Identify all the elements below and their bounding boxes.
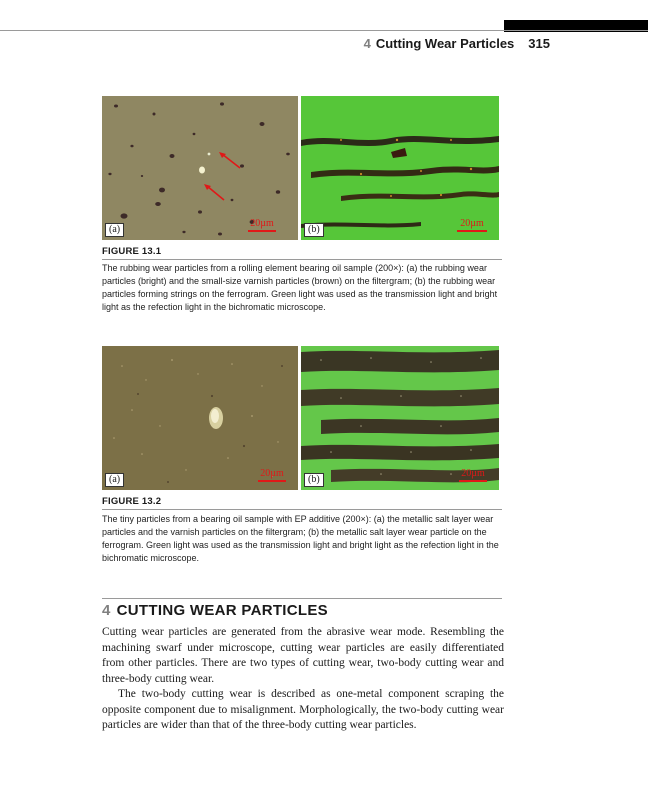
- figure-13-1-panel-a: [102, 96, 298, 240]
- section-body: [102, 625, 504, 734]
- paragraph: Cutting wear particles are generated from the abrasive wear mode. Resembling the machining swarf under microscope, cutting wear particles are easily differentiated from other particles. There are two types of cutting wear, two-body cutting wear and three-body cutting wear.: [102, 626, 504, 685]
- chapter-title: Cutting Wear Particles: [375, 36, 515, 51]
- scale-bar: [457, 218, 487, 232]
- chapter-number: 4: [363, 36, 371, 51]
- page-number: 315: [528, 36, 550, 51]
- scale-label: 20µm: [460, 218, 484, 229]
- section-number: 4: [102, 602, 111, 619]
- paragraph: The two-body cutting wear is described as one-metal component scraping the opposite component due to misalignment. Morphologically, the two-body cutting wear particles are wider than that of the three-body cutting wear particles.: [102, 688, 504, 731]
- scale-bar: [258, 468, 286, 482]
- figure-caption: The tiny particles from a bearing oil sample with EP additive (200×): (a) the metallic salt layer wear particles and the varnish particles on the filtergram; (b) the metallic salt layer wear particle on the ferrogram. Green light was used as the transmission light and bright light as the refection light in the bichromatic microscope.: [102, 514, 499, 563]
- scale-label: 20µm: [260, 468, 284, 479]
- running-header: [364, 36, 550, 51]
- header-rule: [0, 30, 648, 31]
- section-rule: [102, 598, 502, 599]
- figure-rule: [102, 509, 502, 510]
- section-heading: [102, 602, 328, 619]
- figure-caption: The rubbing wear particles from a rolling element bearing oil sample (200×): (a) the rubbing wear particles (bright) and the small-size varnish particles (brown) on the filtergram; (b) the rubbing wear particles forming strings on the ferrogram. Green light was used as the transmission light and bright light as the refection light in the bichromatic microscope.: [102, 263, 498, 312]
- scale-label: 20µm: [461, 468, 485, 479]
- panel-label: (b): [304, 223, 324, 237]
- panel-label: (a): [105, 473, 124, 487]
- scale-bar: [459, 468, 487, 482]
- figure-13-2-panel-b: [301, 346, 499, 490]
- scale-bar: [248, 218, 276, 232]
- panel-label: (a): [105, 223, 124, 237]
- scale-label: 20µm: [250, 218, 274, 229]
- section-title: CUTTING WEAR PARTICLES: [116, 602, 328, 619]
- figure-13-1-panel-b: [301, 96, 499, 240]
- figure-rule: [102, 259, 502, 260]
- figure-label: FIGURE 13.2: [102, 496, 162, 507]
- figure-13-2-panel-a: [102, 346, 298, 490]
- panel-label: (b): [304, 473, 324, 487]
- figure-label: FIGURE 13.1: [102, 246, 162, 257]
